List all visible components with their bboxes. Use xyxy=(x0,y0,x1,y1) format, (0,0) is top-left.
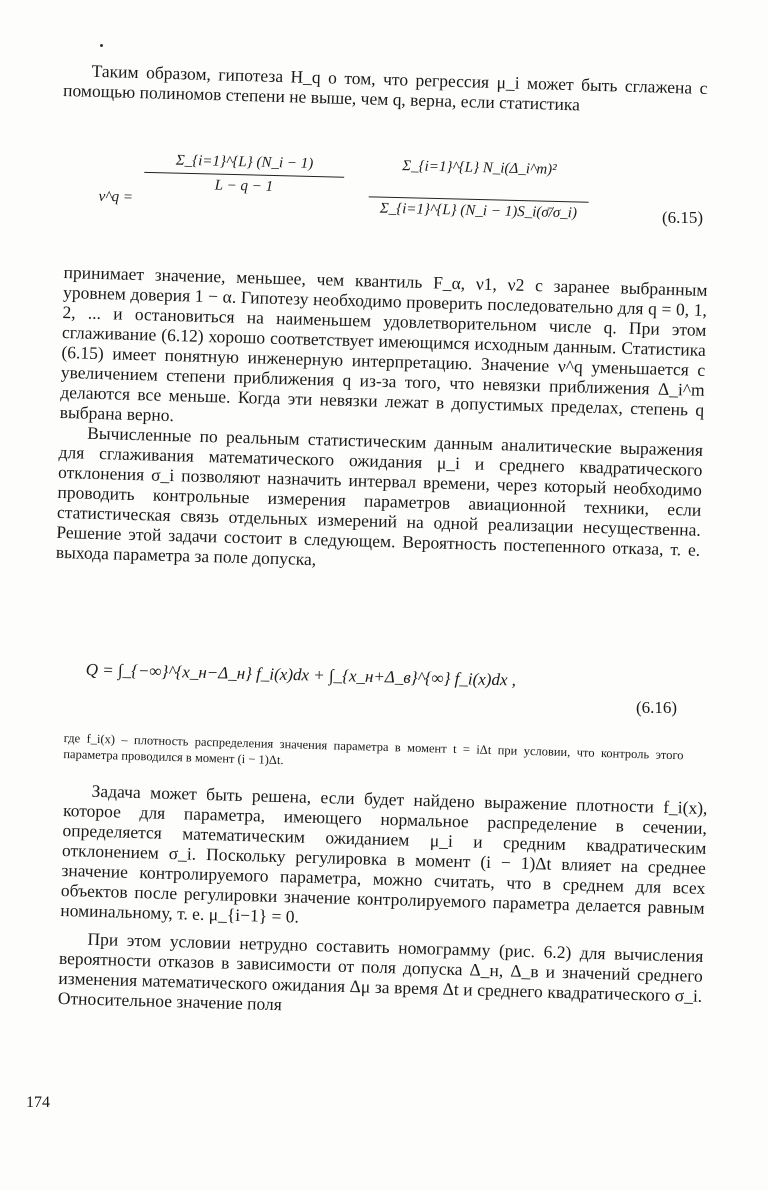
note-text: где f_i(x) – плотность распределения значения параметра в момент t = iΔt при условии, что контроль этого параметра проводился в момент (i − 1)Δt. xyxy=(63,730,684,768)
footnote-density xyxy=(63,730,684,779)
fraction-denominator: L − q − 1 xyxy=(214,177,274,195)
paragraph-text: При этом условии нетрудно составить номограмму (рис. 6.2) для вычисления вероятности отказов в зависимости от поля допуска Δ_н, Δ_в и значений среднего изменения математического ожидания Δμ за время Δt и среднего квадратического σ_i. Относительное значение поля xyxy=(57,928,704,1015)
paragraph-interpretation xyxy=(56,262,708,580)
equation-number: (6.15) xyxy=(662,208,704,227)
paragraph-text: принимает значение, меньшее, чем квантиль F_α, ν1, ν2 с заранее выбранным уровнем доверия 1 − α. Гипотезу необходимо проверить последовательно для q = 0, 1, 2, ... и остановиться на наименьшем удовлетворительном числе q. При этом сглаживание (6.12) хорошо соответствует имеющимся исходным данным. Статистика (6.15) имеет понятную инженерную интерпретацию. Значение ν^q уменьшается с увеличением степени приближения q из-за того, что невязки приближения Δ_i^m делаются все меньше. Когда эти невязки лежат в допустимых пределах, степень q выбрана верно. xyxy=(59,262,708,426)
paragraph-problem xyxy=(58,780,708,1026)
equation-lhs: ν^q = xyxy=(98,188,134,206)
fraction-numerator: Σ_{i=1}^{L} (N_i − 1) xyxy=(175,152,314,172)
page-number: 174 xyxy=(26,1094,50,1111)
fraction-right xyxy=(368,157,589,222)
paragraph-text: Задача может быть решена, если будет найдено выражение плотности f_i(x), которое для параметра, имеющего нормальное распределение в сечении, определяется математическим ожиданием μ_i и средним квадратическим отклонением σ_i. Поскольку регулировка в момент (i − 1)Δt влияет на среднее значение контролируемого параметра, можно считать, что в среднем для всех объектов после регулировки значение контролируемого параметра делается равным номинальному, т. е. μ_{i−1} = 0. xyxy=(60,780,708,927)
equation-6-16: Q = ∫_{−∞}^{x_н−Δ_н} f_i(x)dx + ∫_{x_н+Δ_в}^{∞} f_i(x)dx , xyxy=(85,660,517,690)
paragraph-hypothesis xyxy=(63,60,708,118)
paragraph-text: Вычисленные по реальным статистическим данным аналитические выражения для сглаживания математического ожидания μ_i и среднего квадратического отклонения σ_i позволяют назначить интервал времени, через который необходимо проводить контрольные измерения параметров авиационной техники, если статистическая связь отдельных измерений на одной реализации несущественна. Решение этой задачи состоит в следующем. Вероятность постепенного отказа, т. е. выхода параметра за поле допуска, xyxy=(55,422,704,570)
fraction-left xyxy=(144,152,345,198)
equation-6-15 xyxy=(67,140,630,274)
equation-number: (6.16) xyxy=(636,698,678,717)
paragraph-text: Таким образом, гипотеза H_q о том, что регрессия μ_i может быть сглажена с помощью полиномов степени не выше, чем q, верна, если статистика xyxy=(62,60,708,115)
speck xyxy=(100,44,103,47)
fraction-denominator: Σ_{i=1}^{L} (N_i − 1)S_i(σ̄/σ_i) xyxy=(379,200,578,222)
fraction-numerator: Σ_{i=1}^{L} N_i(Δ_i^m)² xyxy=(402,158,557,178)
